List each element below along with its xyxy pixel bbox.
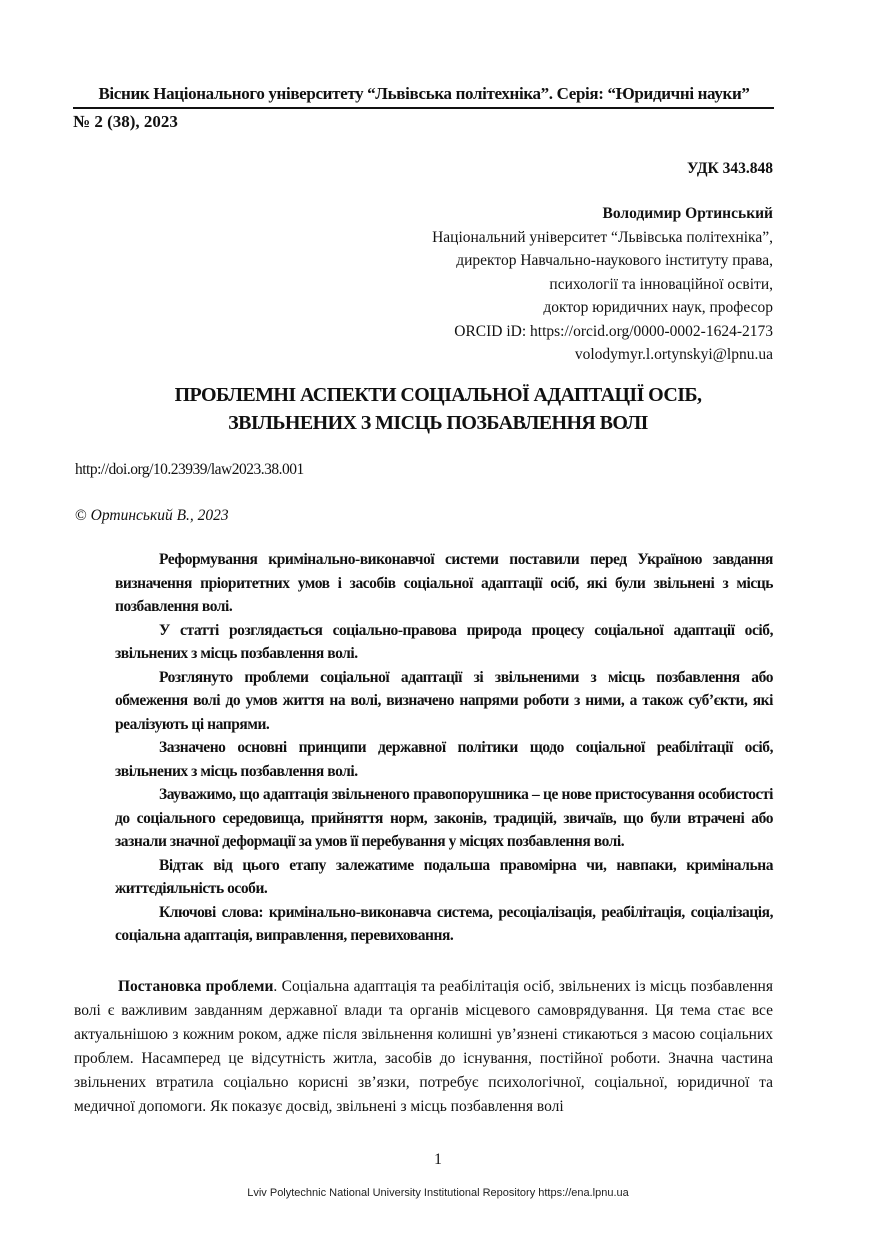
abstract-paragraph: Зазначено основні принципи державної політики щодо соціальної реабілітації осіб, звільнених з місць позбавлення волі. [115, 739, 773, 780]
abstract-paragraph: Відтак від цього етапу залежатиме подальша правомірна чи, навпаки, кримінальна життєдіяльність особи. [115, 856, 773, 897]
article-title-line-2: ЗВІЛЬНЕНИХ З МІСЦЬ ПОЗБАВЛЕННЯ ВОЛІ [228, 412, 648, 434]
abstract [115, 548, 773, 948]
abstract-paragraph: Розглянуто проблеми соціальної адаптації зі звільненими з місць позбавлення або обмеження волі до умов життя на волі, визначено напрями роботи з ними, а також суб’єкти, які реалізують ці напрями. [115, 668, 773, 733]
doi-link[interactable]: http://doi.org/10.23939/law2023.38.001 [75, 461, 304, 478]
author-email[interactable]: volodymyr.l.ortynskyi@lpnu.ua [574, 346, 773, 363]
journal-title: Вісник Національного університету “Львівська політехніка”. Серія: “Юридичні науки” [98, 84, 750, 103]
author-block [432, 202, 773, 367]
author-position-cont: психології та інноваційної освіти, [549, 275, 773, 293]
section-heading: Постановка проблеми [118, 978, 274, 995]
abstract-paragraph: У статті розглядається соціально-правова природа процесу соціальної адаптації осіб, звільнених з місць позбавлення волі. [115, 621, 773, 662]
repository-footer[interactable]: Lviv Polytechnic National University Institutional Repository https://ena.lpnu.ua [247, 1187, 629, 1199]
header-rule [73, 107, 774, 109]
issue-number: № 2 (38), 2023 [73, 112, 178, 131]
udk-code: УДК 343.848 [687, 160, 773, 177]
body-paragraph-text: Соціальна адаптація та реабілітація осіб, звільнених із місць позбавлення волі є важливим завданням державної влади та органів місцевого самоврядування. Ця тема стає все актуальнішою з кожним роком, адже після звільнення колишні ув’язнені стикаються з масою соціальних проблем. Насамперед це відсутність житла, засобів до існування, постійної роботи. Значна частина звільнених втратила соціально корисні зв’язки, потребує психологічної, соціальної, юридичної та медичної допомоги. Як показує досвід, звільнені з місць позбавлення волі [74, 978, 773, 1115]
author-position: директор Навчально-наукового інституту права, [456, 252, 773, 269]
article-title [73, 381, 803, 437]
article-title-line-1: ПРОБЛЕМНІ АСПЕКТИ СОЦІАЛЬНОЇ АДАПТАЦІЇ ОСІБ, [174, 384, 702, 406]
copyright-line [75, 507, 229, 525]
body-text [74, 975, 773, 1119]
keywords: Ключові слова: кримінально-виконавча система, ресоціалізація, реабілітація, соціалізація, соціальна адаптація, виправлення, перевиховання. [115, 903, 773, 944]
author-degree: доктор юридичних наук, професор [543, 299, 773, 316]
body-paragraph [74, 975, 773, 1119]
copyright-text: Ортинський В., 2023 [90, 507, 229, 524]
abstract-paragraph: Зауважимо, що адаптація звільненого правопорушника – це нове пристосування особистості до соціального середовища, прийняття норм, законів, традицій, звичаїв, що були втрачені або зазнали значної деформації за умов її перебування у місцях позбавлення волі. [115, 786, 773, 850]
author-orcid[interactable]: ORCID iD: https://orcid.org/0000-0002-1624-2173 [454, 322, 773, 340]
section-heading-punct: . [273, 978, 278, 995]
page-number: 1 [434, 1151, 442, 1168]
author-name: Володимир Ортинський [602, 205, 773, 222]
copyright-icon: © [75, 507, 87, 524]
author-affiliation: Національний університет “Львівська політехніка”, [432, 228, 773, 246]
abstract-paragraph: Реформування кримінально-виконавчої системи поставили перед Україною завдання визначення пріоритетних умов і засобів соціальної адаптації осіб, які були звільнені з місць позбавлення волі. [115, 551, 773, 615]
